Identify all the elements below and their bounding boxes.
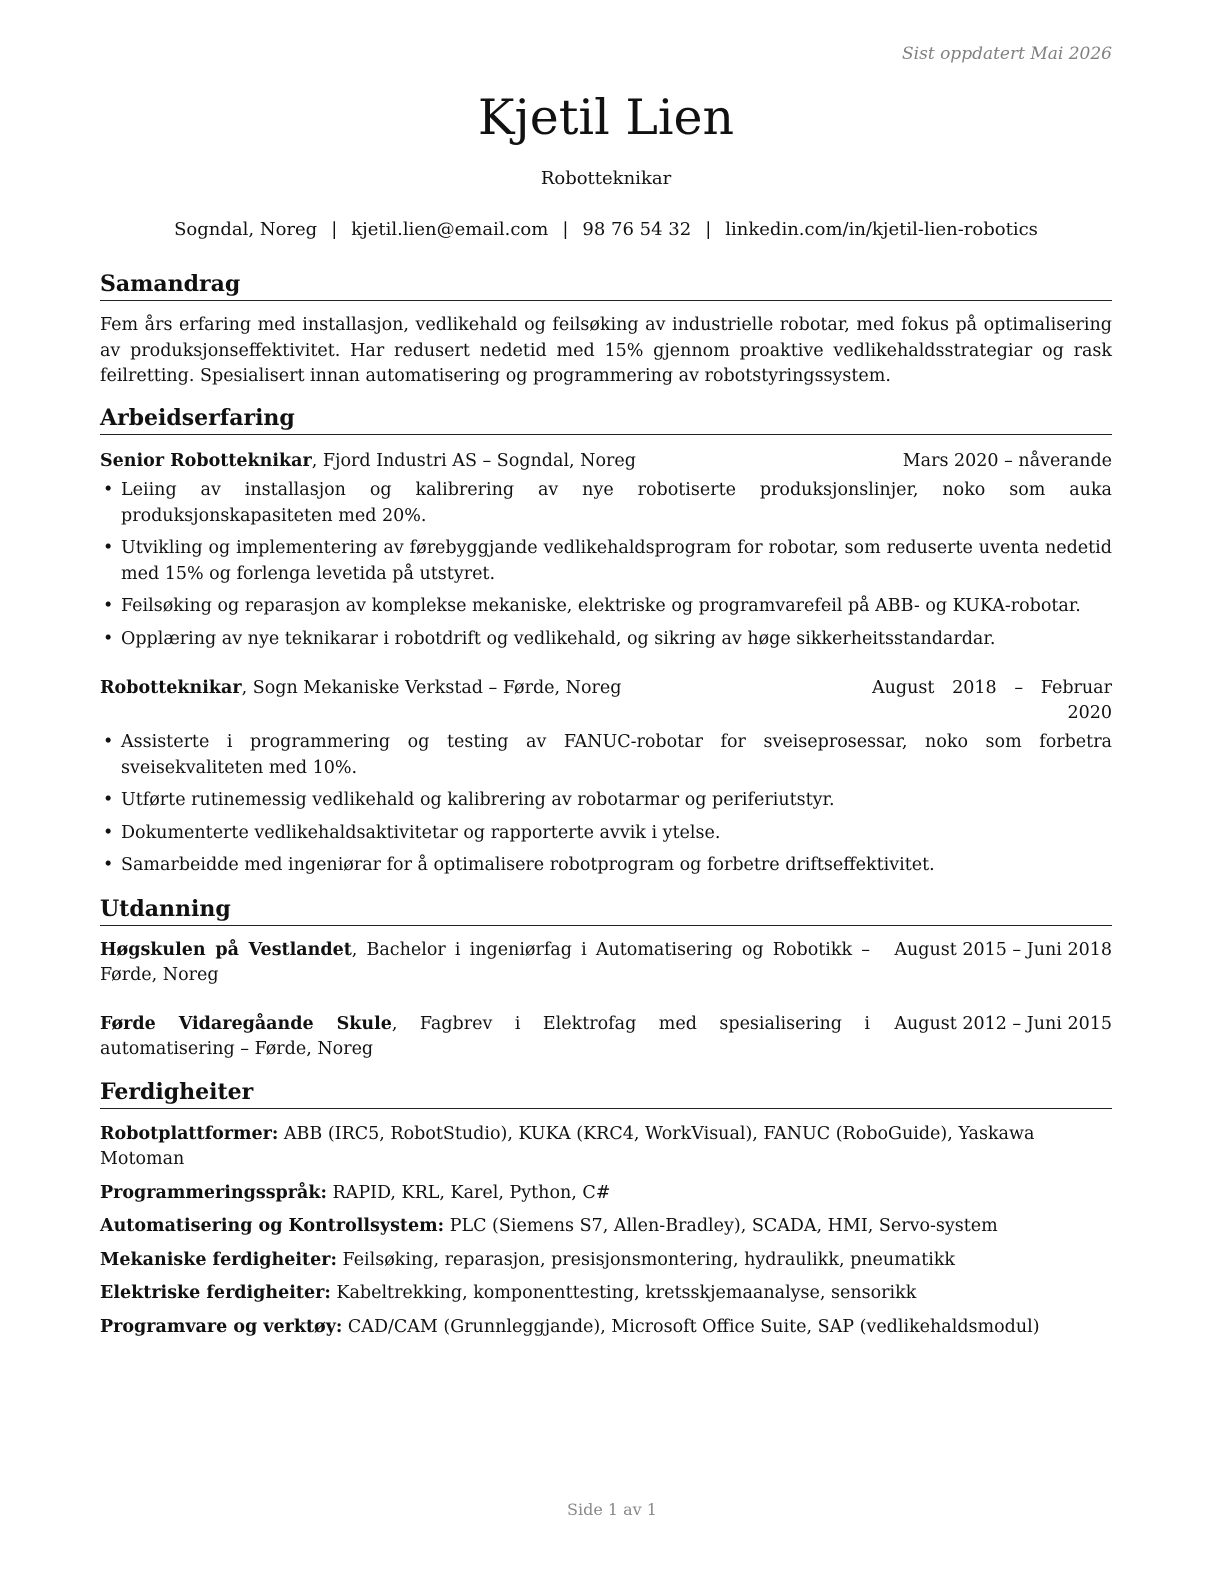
bullet-icon: • <box>103 822 114 843</box>
bullet-text: Utvikling og implementering av førebyggjande vedlikehaldsprogram for robotar, som reduserte uventa nedetid med 15% og forlenga levetida på utstyret. <box>121 538 1112 584</box>
skill-label: Robotplattformer: <box>100 1124 279 1144</box>
job-company: , Fjord Industri AS – Sogndal, Noreg <box>311 451 636 471</box>
list-item <box>100 730 1112 781</box>
skill-label: Automatisering og Kontrollsystem: <box>100 1216 445 1236</box>
list-item <box>100 536 1112 587</box>
job-entry <box>100 449 1112 652</box>
contact-separator: | <box>562 219 569 240</box>
education-school: Høgskulen på Vestlandet <box>100 940 352 960</box>
bullet-icon: • <box>103 855 114 875</box>
contact-linkedin[interactable]: linkedin.com/in/kjetil-lien-robotics <box>725 219 1038 240</box>
summary-section <box>100 270 1112 390</box>
education-dates: August 2012 – Juni 2015 <box>894 1014 1112 1034</box>
job-header <box>100 676 1112 726</box>
education-detail: , Bachelor i ingeniørfag i Automatisering og Robotikk – Førde, Noreg <box>100 940 870 985</box>
section-title-summary: Samandrag <box>100 270 1112 301</box>
skill-row <box>100 1281 1112 1306</box>
list-item <box>100 478 1112 529</box>
education-detail: , Fagbrev i Elektrofag med spesialisering i automatisering – Førde, Noreg <box>100 1014 870 1059</box>
job-title-line <box>100 449 636 474</box>
bullet-text: Utførte rutinemessig vedlikehald og kalibrering av robotarmar og periferiutstyr. <box>121 790 835 810</box>
job-bullets <box>100 730 1112 879</box>
job-position: Senior Robotteknikar <box>100 451 312 471</box>
contact-phone: 98 76 54 32 <box>582 219 692 240</box>
skill-label: Mekaniske ferdigheiter: <box>100 1249 337 1270</box>
job-company: , Sogn Mekaniske Verkstad – Førde, Noreg <box>241 678 622 698</box>
job-bullets <box>100 478 1112 652</box>
contact-separator: | <box>705 219 712 240</box>
education-entry <box>100 1012 1112 1062</box>
bullet-icon: • <box>103 628 114 649</box>
job-dates: August 2018 – Februar 2020 <box>872 678 1112 723</box>
skills-list <box>100 1122 1112 1340</box>
education-entry <box>100 938 1112 988</box>
skill-value: Feilsøking, reparasjon, presisjonsmontering, hydraulikk, pneumatikk <box>336 1249 956 1270</box>
bullet-icon: • <box>103 596 114 616</box>
skill-value: PLC (Siemens S7, Allen-Bradley), SCADA, HMI, Servo-system <box>444 1216 998 1236</box>
bullet-icon: • <box>103 538 114 558</box>
section-title-experience: Arbeidserfaring <box>100 404 1112 435</box>
skill-value: Kabeltrekking, komponenttesting, kretsskjemaanalyse, sensorikk <box>330 1283 917 1303</box>
education-dates: August 2015 – Juni 2018 <box>894 940 1112 960</box>
skills-section <box>100 1078 1112 1348</box>
contact-location: Sogndal, Noreg <box>174 219 318 240</box>
skill-row <box>100 1315 1112 1340</box>
job-entry <box>100 676 1112 879</box>
bullet-text: Opplæring av nye teknikarar i robotdrift og vedlikehald, og sikring av høge sikkerheitsstandardar. <box>121 628 996 649</box>
skill-row <box>100 1181 1112 1206</box>
list-item <box>100 853 1112 879</box>
skill-value: CAD/CAM (Grunnleggjande), Microsoft Office Suite, SAP (vedlikehaldsmodul) <box>342 1316 1040 1337</box>
candidate-name: Kjetil Lien <box>477 89 735 146</box>
bullet-text: Feilsøking og reparasjon av komplekse mekaniske, elektriske og programvarefeil på ABB- og KUKA-robotar. <box>121 596 1081 616</box>
experience-section <box>100 404 1112 886</box>
list-item <box>100 788 1112 814</box>
list-item <box>100 594 1112 620</box>
contact-line <box>100 219 1112 240</box>
bullet-text: Dokumenterte vedlikehaldsaktivitetar og rapporterte avvik i ytelse. <box>121 822 721 843</box>
education-text <box>100 1012 870 1062</box>
bullet-icon: • <box>103 790 114 810</box>
section-title-skills: Ferdigheiter <box>100 1078 1112 1109</box>
job-title-line <box>100 676 621 726</box>
education-text <box>100 938 870 988</box>
skill-label: Programmeringsspråk: <box>100 1182 327 1203</box>
education-section <box>100 895 1112 1062</box>
bullet-icon: • <box>103 480 114 500</box>
list-item <box>100 627 1112 653</box>
candidate-role: Robotteknikar <box>540 168 672 189</box>
bullet-icon: • <box>103 732 114 752</box>
contact-separator: | <box>331 219 338 240</box>
list-item <box>100 821 1112 847</box>
skill-value: RAPID, KRL, Karel, Python, C# <box>326 1182 611 1203</box>
skill-label: Programvare og verktøy: <box>100 1316 343 1337</box>
job-position: Robotteknikar <box>100 678 242 698</box>
bullet-text: Leiing av installasjon og kalibrering av nye robotiserte produksjonslinjer, noko som auka produksjonskapasiteten med 20%. <box>121 480 1112 526</box>
skill-value: ABB (IRC5, RobotStudio), KUKA (KRC4, WorkVisual), FANUC (RoboGuide), Yaskawa Motoman <box>100 1124 1035 1169</box>
skill-label: Elektriske ferdigheiter: <box>100 1283 331 1303</box>
skill-row <box>100 1122 1112 1172</box>
education-school: Førde Vidaregåande Skule <box>100 1014 392 1034</box>
skill-row <box>100 1214 1112 1239</box>
page-number: Side 1 av 1 <box>567 1500 657 1519</box>
bullet-text: Samarbeidde med ingeniørar for å optimalisere robotprogram og forbetre driftseffektivitet. <box>121 855 935 875</box>
job-header <box>100 449 1112 474</box>
job-dates: Mars 2020 – nåverande <box>902 451 1112 471</box>
summary-text: Fem års erfaring med installasjon, vedlikehald og feilsøking av industrielle robotar, med fokus på optimalisering av produksjonseffektivitet. Har redusert nedetid med 15% gjennom proaktive vedlikehaldsstrategiar og rask feilretting. Spesialisert innan automatisering og programmering av robotstyringssystem. <box>100 315 1112 386</box>
contact-email[interactable]: kjetil.lien@email.com <box>351 219 549 240</box>
section-title-education: Utdanning <box>100 895 1112 926</box>
last-updated: Sist oppdatert Mai 2026 <box>902 44 1112 64</box>
skill-row <box>100 1248 1112 1273</box>
bullet-text: Assisterte i programmering og testing av FANUC-robotar for sveiseprosessar, noko som forbetra sveisekvaliteten med 10%. <box>121 732 1112 778</box>
